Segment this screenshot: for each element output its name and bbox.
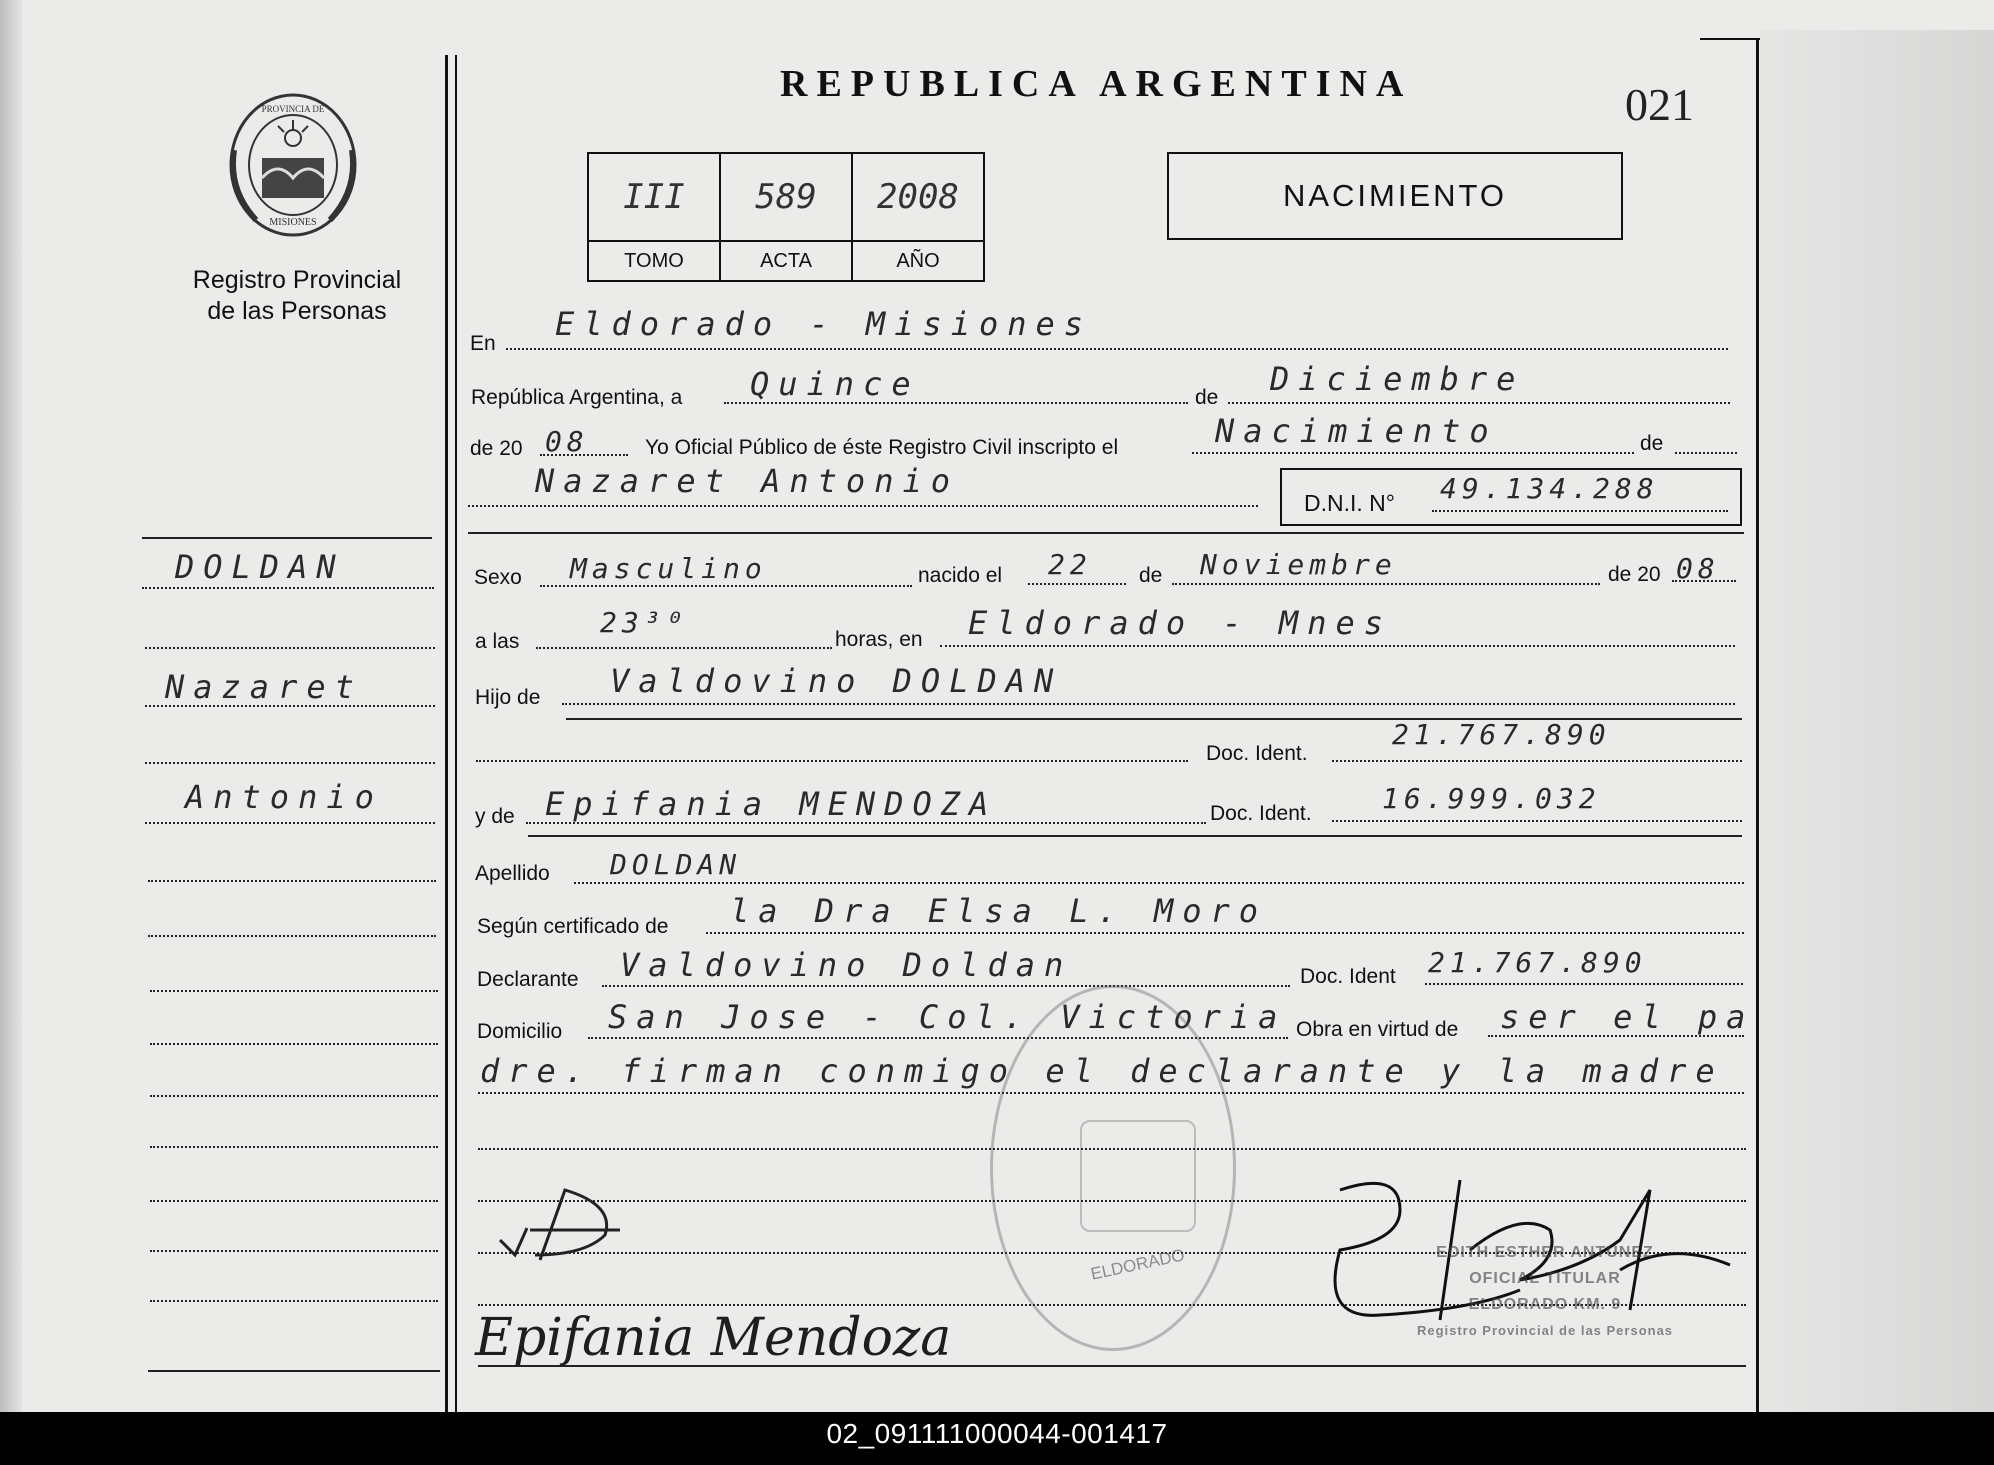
official-title: OFICIAL TITULAR — [1469, 1270, 1621, 1287]
margin-line — [150, 1200, 438, 1202]
record-number-box — [587, 152, 985, 282]
tomo-label: TOMO — [588, 241, 720, 281]
country-heading: REPUBLICA ARGENTINA — [780, 63, 1413, 105]
official-office: ELDORADO KM. 9 — [1468, 1296, 1622, 1313]
margin-line — [150, 1043, 438, 1045]
label-doc-ident-3: Doc. Ident — [1300, 965, 1396, 988]
registry-line-2: de las Personas — [207, 297, 387, 325]
doc-ident-1-left-line — [476, 760, 1188, 762]
label-de-end: de — [1640, 432, 1664, 455]
label-de-20-year: de 20 — [1608, 563, 1661, 586]
seal-text-top: PROVINCIA DE — [261, 104, 325, 114]
margin-line — [145, 822, 435, 824]
place-value: Eldorado - Misiones — [555, 305, 1093, 343]
birth-place-line — [940, 645, 1735, 647]
de-end-line — [1675, 452, 1737, 454]
certificate-value: la Dra Elsa L. Moro — [730, 892, 1268, 930]
label-republica: República Argentina, a — [471, 386, 683, 409]
official-registry: Registro Provincial de las Personas — [1416, 1323, 1674, 1338]
label-de-mes: de — [1139, 564, 1163, 587]
stamp-place: ELDORADO — [1088, 1245, 1187, 1284]
anio-label: AÑO — [852, 241, 984, 281]
birth-day-line — [1028, 583, 1126, 585]
certificate-line — [706, 932, 1744, 934]
declarant-doc-line — [1425, 983, 1743, 985]
top-right-rule — [1700, 38, 1760, 40]
declarant-doc-value: 21.767.890 — [1428, 946, 1647, 979]
label-obra-virtud: Obra en virtud de — [1296, 1018, 1459, 1041]
label-a-las: a las — [475, 630, 520, 653]
dni-value: 49.134.288 — [1440, 472, 1659, 505]
province-seal-icon — [226, 90, 361, 240]
margin-line — [150, 990, 438, 992]
section-rule — [468, 532, 1744, 534]
margin-line — [150, 1300, 438, 1302]
declarant-line — [602, 985, 1290, 987]
address-value: San Jose - Col. Victoria — [608, 998, 1287, 1036]
continuation-value: dre. firman conmigo el declarante y la madre — [480, 1052, 1724, 1090]
official-stamp — [1355, 1240, 1735, 1344]
mother-doc-value: 16.999.032 — [1382, 782, 1601, 815]
label-horas-en: horas, en — [835, 628, 923, 651]
margin-first-name: Nazaret — [165, 668, 363, 706]
inscription-value: Nacimiento — [1215, 412, 1498, 450]
label-yo-oficial: Yo Oficial Público de éste Registro Civil inscripto el — [645, 436, 1119, 459]
mother-value: Epifania MENDOZA — [545, 785, 998, 823]
label-doc-ident-1: Doc. Ident. — [1206, 742, 1308, 765]
day-value: Quince — [750, 365, 920, 403]
page-edge — [0, 0, 22, 1412]
label-doc-ident-2: Doc. Ident. — [1210, 802, 1312, 825]
mother-signature — [465, 1300, 1045, 1380]
registry-line-1: Registro Provincial — [192, 266, 402, 294]
record-type-box: NACIMIENTO — [1167, 152, 1623, 240]
margin-divider — [445, 55, 448, 1412]
father-value: Valdovino DOLDAN — [610, 662, 1063, 700]
acta-value: 589 — [720, 153, 852, 241]
father-doc-line — [1332, 760, 1742, 762]
margin-line — [145, 647, 435, 649]
mother-signature-text: Epifania Mendoza — [475, 1308, 952, 1368]
label-apellido: Apellido — [475, 862, 550, 885]
tomo-value: III — [588, 153, 720, 241]
label-dni: D.N.I. N° — [1304, 490, 1395, 516]
label-sexo: Sexo — [474, 566, 522, 589]
birth-year-value: 08 — [1676, 552, 1720, 585]
registry-name — [170, 265, 424, 327]
margin-middle-name: Antonio — [185, 778, 383, 816]
sex-line — [540, 585, 912, 587]
margin-line — [150, 1146, 438, 1148]
footer-code: 02_091111000044-001417 — [826, 1418, 1168, 1449]
birth-month-line — [1172, 583, 1600, 585]
year-value: 08 — [545, 425, 589, 458]
month-line — [1228, 402, 1730, 404]
seal-text-bottom: MISIONES — [269, 217, 317, 228]
mother-underline — [528, 835, 1742, 837]
stamp-emblem — [1080, 1120, 1196, 1232]
mother-doc-line — [1332, 820, 1742, 822]
child-name-line — [468, 505, 1258, 507]
surname-value: DOLDAN — [610, 848, 742, 881]
label-de-20: de 20 — [470, 437, 523, 460]
margin-line — [142, 587, 434, 589]
label-en: En — [470, 332, 496, 355]
child-name-value: Nazaret Antonio — [535, 462, 959, 500]
birth-month-value: Noviembre — [1200, 548, 1397, 581]
margin-line — [145, 705, 435, 707]
month-value: Diciembre — [1270, 360, 1525, 398]
declarant-value: Valdovino Doldan — [620, 946, 1073, 984]
margin-line — [148, 880, 436, 882]
label-hijo-de: Hijo de — [475, 686, 541, 709]
official-name: EDITH ESTHER ANTUNEZ — [1436, 1244, 1654, 1261]
label-domicilio: Domicilio — [477, 1020, 563, 1043]
father-doc-value: 21.767.890 — [1392, 718, 1611, 751]
margin-line — [150, 1095, 438, 1097]
margin-surname: DOLDAN — [175, 548, 345, 586]
obra-virtud-value: ser el pa — [1500, 998, 1755, 1036]
place-line — [506, 348, 1728, 350]
label-segun-cert: Según certificado de — [477, 915, 669, 938]
margin-line — [145, 762, 435, 764]
margin-rule — [148, 1370, 440, 1372]
birth-day-value: 22 — [1048, 548, 1092, 581]
label-declarante: Declarante — [477, 968, 579, 991]
acta-label: ACTA — [720, 241, 852, 281]
label-y-de: y de — [475, 805, 515, 828]
dni-line — [1432, 510, 1728, 512]
margin-line — [148, 935, 436, 937]
form-left-border — [455, 55, 457, 1412]
margin-line — [150, 1250, 438, 1252]
anio-value: 2008 — [852, 153, 984, 241]
label-nacido-el: nacido el — [918, 564, 1003, 587]
page-shadow — [1760, 30, 1994, 1412]
margin-rule — [142, 537, 432, 539]
time-line — [536, 647, 832, 649]
form-right-border — [1756, 40, 1759, 1412]
father-line — [562, 703, 1735, 705]
time-value: 23³⁰ — [600, 606, 688, 639]
label-de: de — [1195, 386, 1219, 409]
declarant-signature — [495, 1180, 645, 1270]
surname-line — [574, 882, 1744, 884]
inscription-line — [1192, 452, 1634, 454]
sex-value: Masculino — [570, 552, 767, 585]
page-number: 021 — [1625, 79, 1694, 130]
birth-place-value: Eldorado - Mnes — [968, 604, 1392, 642]
